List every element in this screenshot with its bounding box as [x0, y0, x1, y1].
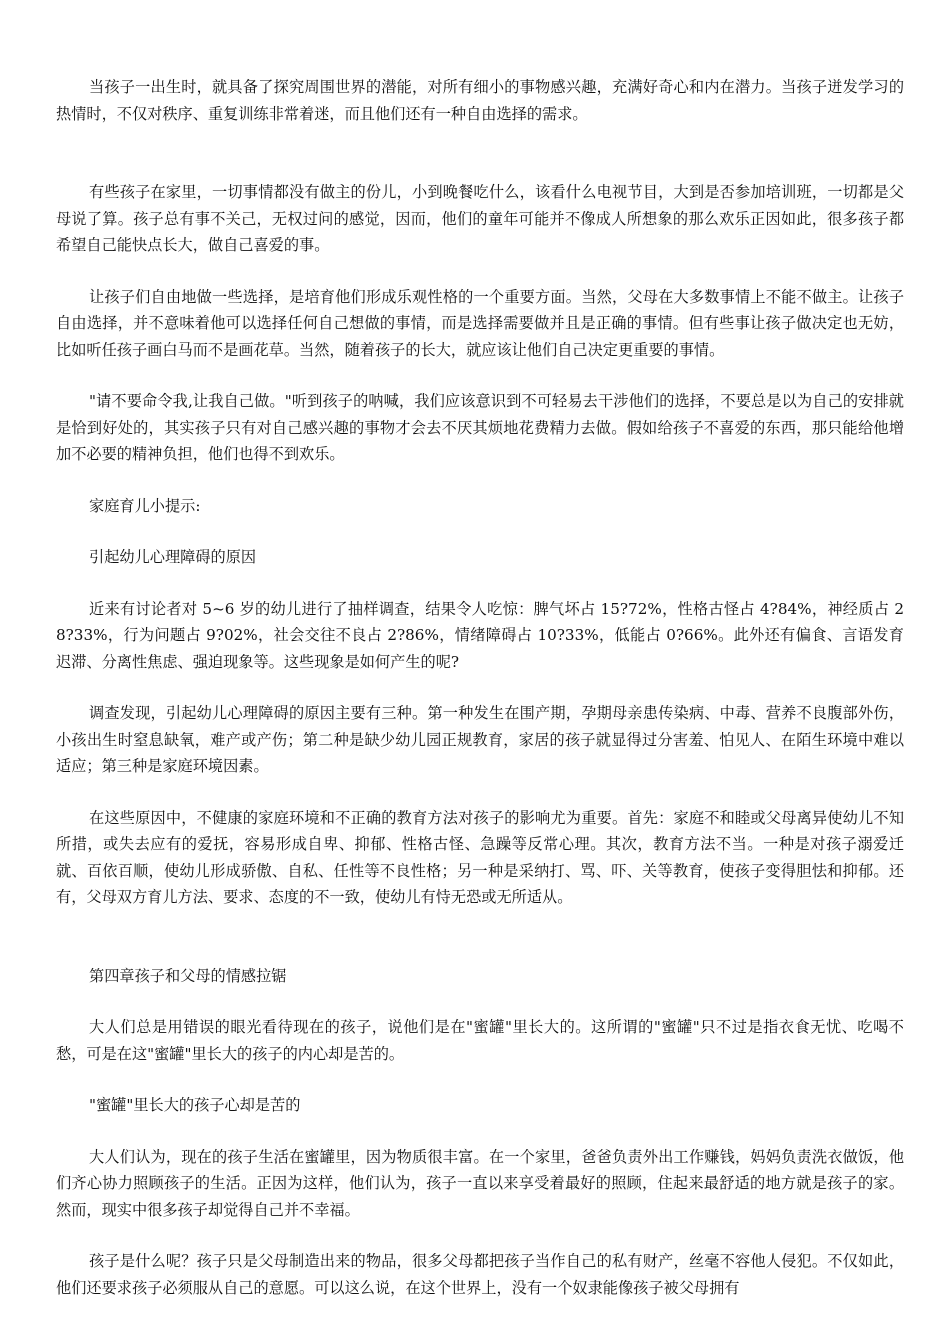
paragraph-dont-order: "请不要命令我,让我自己做。"听到孩子的呐喊，我们应该意识到不可轻易去干涉他们的选择，不要总是以为自己的安排就是恰到好处的，其实孩子只有对自己感兴趣的事物才会去不厌其烦地花费精力去做。假如给孩子不喜爱的东西，那只能给他增加不必要的精神负担，他们也得不到欢乐。: [56, 392, 904, 463]
paragraph-survey: 近来有讨论者对 5~6 岁的幼儿进行了抽样调查，结果令人吃惊：脾气坏占 15?72%，性格古怪占 4?84%，神经质占 28?33%，行为问题占 9?02%，社会交往不良占 2?86%，情绪障碍占 10?33%，低能占 0?66%。此外还有偏食、言语发育迟滞、分离性焦虑、强迫现象等。这些现象是如何产生的呢?: [56, 599, 904, 671]
paragraph-honey-jar: 大人们总是用错误的眼光看待现在的孩子，说他们是在"蜜罐"里长大的。这所谓的"蜜罐"只不过是指衣食无忧、吃喝不愁，可是在这"蜜罐"里长大的孩子的内心却是苦的。: [56, 1018, 904, 1063]
paragraph-intro: 当孩子一出生时，就具备了探究周围世界的潜能，对所有细小的事物感兴趣，充满好奇心和内在潜力。当孩子迸发学习的热情时，不仅对秩序、重复训练非常着迷，而且他们还有一种自由选择的需求。: [56, 78, 904, 123]
paragraph-what-is-child: 孩子是什么呢？孩子只是父母制造出来的物品，很多父母都把孩子当作自己的私有财产，丝毫不容他人侵犯。不仅如此，他们还要求孩子必须服从自己的意愿。可以这么说，在这个世界上，没有一个奴隶能像孩子被父母拥有: [56, 1252, 904, 1297]
paragraph-free-choice: 让孩子们自由地做一些选择，是培育他们形成乐观性格的一个重要方面。当然，父母在大多数事情上不能不做主。让孩子自由选择，并不意味着他可以选择任何自己想做的事情，而是选择需要做并且是正确的事情。但有些事让孩子做决定也无妨，比如听任孩子画白马而不是画花草。当然，随着孩子的长大，就应该让他们自己决定更重要的事情。: [56, 287, 904, 359]
section-heading-causes: 引起幼儿心理障碍的原因: [89, 548, 257, 566]
paragraph-adults-think: 大人们认为，现在的孩子生活在蜜罐里，因为物质很丰富。在一个家里，爸爸负责外出工作赚钱，妈妈负责洗衣做饭，他们齐心协力照顾孩子的生活。正因为这样，他们认为，孩子一直以来享受着最好的照顾，住起来最舒适的地方就是孩子的家。然而，现实中很多孩子却觉得自己并不幸福。: [56, 1147, 904, 1219]
section-heading-tips: 家庭育儿小提示:: [89, 496, 201, 515]
paragraph-family-environment: 在这些原因中，不健康的家庭环境和不正确的教育方法对孩子的影响尤为重要。首先：家庭不和睦或父母离异使幼儿不知所措，或失去应有的爱抚，容易形成自卑、抑郁、性格古怪、急躁等反常心理。其次，教育方法不当。一种是对孩子溺爱迁就、百依百顺，使幼儿形成骄傲、自私、任性等不良性格；另一种是采纳打、骂、吓、关等教育，使孩子变得胆怯和抑郁。还有，父母双方育儿方法、要求、态度的不一致，使幼儿有恃无恐或无所适从。: [56, 808, 904, 906]
paragraph-three-causes: 调查发现，引起幼儿心理障碍的原因主要有三种。第一种发生在围产期，孕期母亲患传染病、中毒、营养不良腹部外伤，小孩出生时窒息缺氧，难产或产伤；第二种是缺少幼儿园正规教育，家居的孩子就显得过分害羞、怕见人、在陌生环境中难以适应；第三种是家庭环境因素。: [56, 704, 904, 775]
paragraph-no-say: 有些孩子在家里，一切事情都没有做主的份儿，小到晚餐吃什么，该看什么电视节目，大到是否参加培训班，一切都是父母说了算。孩子总有事不关己，无权过问的感觉，因而，他们的童年可能并不像成人所想象的那么欢乐正因如此，很多孩子都希望自己能快点长大，做自己喜爱的事。: [56, 183, 904, 254]
section-heading-honey-jar: "蜜罐"里长大的孩子心却是苦的: [89, 1096, 301, 1114]
chapter-heading-four: 第四章孩子和父母的情感拉锯: [89, 966, 287, 985]
document-page: [56, 74, 904, 1326]
